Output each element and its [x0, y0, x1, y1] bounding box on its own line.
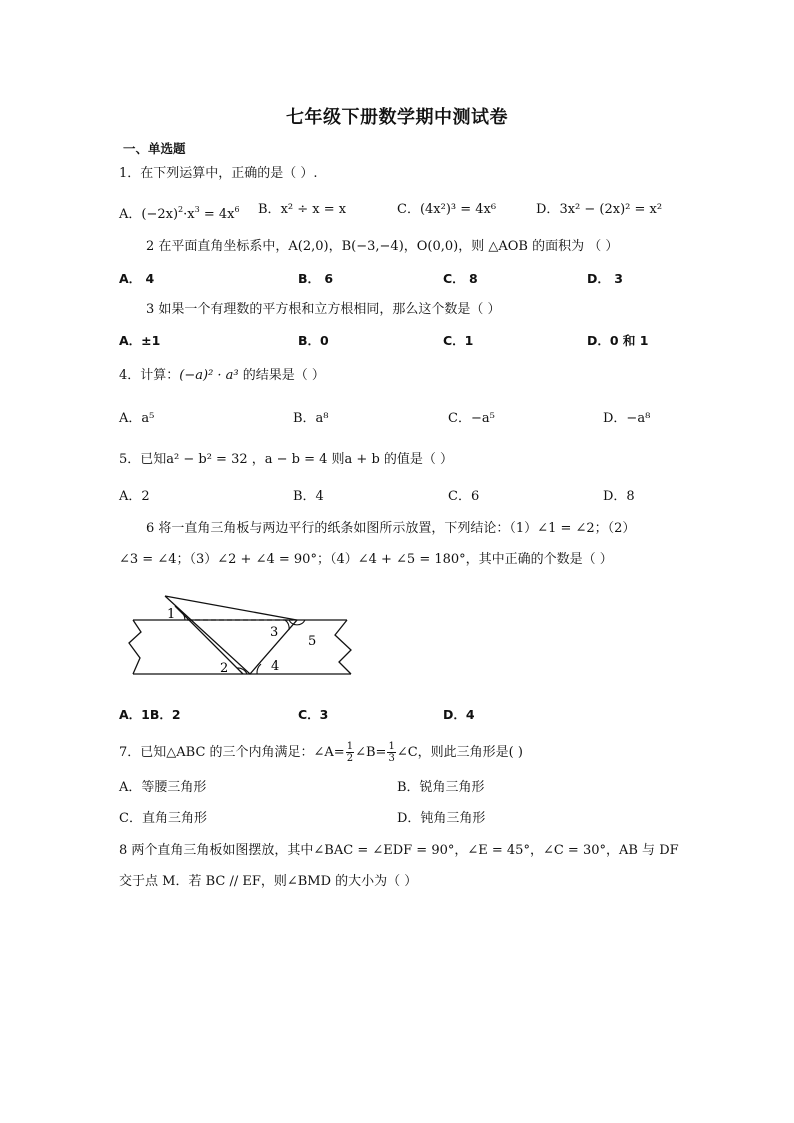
question-4-option-b[interactable]: B．a⁸ — [293, 411, 329, 426]
question-6-option-ab[interactable]: A．1B．2 — [119, 707, 181, 722]
question-3-option-d[interactable]: D．0 和 1 — [587, 333, 649, 348]
exponent: 3 — [194, 205, 200, 214]
question-5-option-b[interactable]: B．4 — [293, 489, 324, 504]
fraction-one-third — [387, 741, 395, 764]
question-7-stem — [119, 741, 523, 764]
figure-label-3: 3 — [270, 625, 279, 640]
question-6-option-d[interactable]: D．4 — [443, 707, 475, 722]
figure-label-5: 5 — [308, 634, 317, 649]
stem-text: ∠C，则此三角形是( ) — [396, 745, 523, 760]
stem-text: ∠B= — [355, 745, 387, 760]
option-math: 3x² − (2x)² = x² — [559, 202, 663, 217]
option-label: D． — [536, 202, 560, 217]
option-math: (4x²)³ = 4x⁶ — [419, 202, 497, 217]
option-math: (−2x) — [141, 207, 179, 222]
question-7-option-d[interactable]: D．钝角三角形 — [397, 811, 486, 826]
fraction-denominator: 3 — [388, 753, 395, 764]
stem-text: 的结果是（ ） — [238, 368, 325, 383]
question-1-stem: 1．在下列运算中，正确的是（ ）. — [119, 166, 318, 181]
question-2-option-c[interactable]: C． 8 — [443, 271, 478, 286]
question-5-stem: 5．已知a² − b² = 32 ，a − b = 4 则a + b 的值是（ ） — [119, 452, 454, 467]
stem-math: (−a)² · a³ — [179, 368, 239, 383]
question-5-option-d[interactable]: D．8 — [603, 489, 635, 504]
question-5-option-a[interactable]: A．2 — [119, 489, 150, 504]
question-6-stem-line-1: 6 将一直角三角板与两边平行的纸条如图所示放置，下列结论：（1）∠1 = ∠2；（2） — [146, 521, 636, 536]
page-title: 七年级下册数学期中测试卷 — [286, 107, 508, 128]
question-8-stem-line-2: 交于点 M．若 BC // EF，则∠BMD 的大小为（ ） — [119, 874, 418, 889]
figure-label-4: 4 — [271, 659, 280, 674]
question-4-option-a[interactable]: A．a⁵ — [119, 411, 155, 426]
question-3-option-a[interactable]: A．±1 — [119, 333, 161, 348]
option-math: x² ÷ x = x — [280, 202, 347, 217]
option-label: C． — [397, 202, 420, 217]
fraction-denominator: 2 — [346, 753, 354, 764]
question-1-option-a[interactable] — [119, 201, 240, 224]
stem-text: 7．已知△ABC 的三个内角满足：∠A= — [119, 745, 345, 760]
question-2-option-a[interactable]: A． 4 — [119, 271, 155, 286]
figure-label-2: 2 — [220, 661, 229, 676]
question-6-figure — [125, 588, 360, 680]
question-3-stem: 3 如果一个有理数的平方根和立方根相同，那么这个数是（ ） — [146, 302, 501, 317]
question-1-option-c[interactable] — [397, 201, 496, 219]
question-2-option-d[interactable]: D． 3 — [587, 271, 623, 286]
figure-label-1: 1 — [167, 607, 176, 622]
question-4-stem — [119, 367, 325, 385]
paper-strip — [129, 620, 351, 674]
exponent: 6 — [234, 205, 240, 214]
question-7-option-a[interactable]: A．等腰三角形 — [119, 780, 207, 795]
option-label: A． — [119, 207, 142, 222]
question-6-stem-line-2: ∠3 = ∠4；（3）∠2 + ∠4 = 90°；（4）∠4 + ∠5 = 180°，其中正确的个数是（ ） — [119, 552, 613, 567]
fraction-numerator: 1 — [388, 741, 395, 752]
option-math: ·x — [183, 207, 195, 222]
exponent: 2 — [178, 205, 184, 214]
question-6-option-c[interactable]: C．3 — [298, 707, 329, 722]
question-7-option-c[interactable]: C．直角三角形 — [119, 811, 207, 826]
question-4-option-c[interactable]: C．−a⁵ — [448, 411, 495, 426]
question-4-option-d[interactable]: D．−a⁸ — [603, 411, 651, 426]
question-2-option-b[interactable]: B． 6 — [298, 271, 334, 286]
question-3-option-b[interactable]: B．0 — [298, 333, 329, 348]
fraction-one-half — [346, 741, 354, 764]
question-3-option-c[interactable]: C．1 — [443, 333, 474, 348]
question-2-stem: 2 在平面直角坐标系中，A(2,0)，B(−3,−4)，O(0,0)，则 △AOB 的面积为 （ ） — [146, 239, 619, 254]
question-5-option-c[interactable]: C．6 — [448, 489, 480, 504]
question-7-option-b[interactable]: B．锐角三角形 — [397, 780, 485, 795]
stem-text: 4．计算： — [119, 368, 180, 383]
option-math: = 4x — [199, 207, 235, 222]
question-1-option-d[interactable] — [536, 201, 662, 219]
fraction-numerator: 1 — [346, 741, 354, 752]
option-label: B． — [258, 202, 281, 217]
question-8-stem-line-1: 8 两个直角三角板如图摆放，其中∠BAC = ∠EDF = 90°，∠E = 45°，∠C = 30°，AB 与 DF — [119, 843, 679, 858]
question-1-option-b[interactable] — [258, 201, 346, 219]
section-heading: 一、单选题 — [123, 141, 186, 156]
